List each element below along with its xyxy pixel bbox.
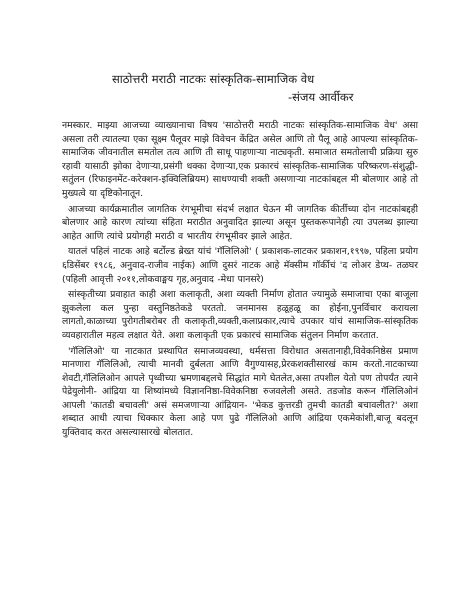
paragraph-4: सांस्कृतीच्या प्रवाहात काही अशा कलाकृती, अशा व्यक्ती निर्माण होतात ज्यामुळे समाजाचा एका बाजूला झुकलेला कल पुन्हा वस्तुनिष्ठतेकडे परततो. जनमानस हळूहळू का होईना,पुनर्विचार करायला लागतो,काळाच्या पुरोगतीबरोबर ती कलाकृती,व्यक्ती,कलाप्रकार,त्याचे उपकार यांचं सामाजिक-सांस्कृतिक व्यवहारातील महत्व लक्षात येते. अशा कलाकृती एक प्रकारचं सामाजिक संतुलन निर्माण करतात.	[62, 289, 418, 341]
paragraph-1: नमस्कार. माझ्या आजच्या व्याख्यानाचा विषय 'साठोत्तरी मराठी नाटकः सांस्कृतिक-सामाजिक वेध' असा असला तरी त्यातल्या एका सूक्ष्म पैलूवर माझे विवेचन केंद्रित असेल आणि तो पैलू आहे आपल्या सांस्कृतिक-सामाजिक जीवनातील समतोल तत्व आणि ती साधू पाहणाऱ्या नाट्यकृती. समाजात समतोलाची प्रक्रिया सुरु रहावी यासाठी झोका देणाऱ्या,प्रसंगी धक्का देणाऱ्या,एक प्रकारचं सांस्कृतिक-सामाजिक परिष्करण-संशुद्धी-सतुंलन (रिफाइनमेंट-करेक्शन-इक्विलिब्रियम) साधण्याची शक्ती असणाऱ्या नाटकांबद्दल मी बोलणार आहे तो मुख्यत्वे या दृष्टिकोनातून.	[62, 120, 418, 199]
document-body	[62, 119, 418, 442]
paragraph-3: यातलं पहिलं नाटक आहे बर्टोल्ड ब्रेख्त यांचं 'गॅलिलिओ' ( प्रकाशक-लाटकर प्रकाशन,१९९७, पहिला प्रयोग ६डिसेंबर १९८६, अनुवाद-राजीव नाईक) आणि दुसरं नाटक आहे मॅक्सीम गॉर्कीचं 'द लोअर डेप्थ- तळघर (पहिली आवृत्ती २०११,लोकवाङ्मय गृह,अनुवाद -मेधा पानसरे)	[62, 246, 418, 285]
paragraph-5: 'गॅलिलिओ' या नाटकात प्रस्थापित समाजव्यवस्था, धर्मसत्ता विरोधात असतानाही,विवेकनिष्ठेस प्रमाण मानणारा गॅलिलिओ, त्याची मानवी दुर्बलता आणि वैगुण्यासह,प्रेरकशक्तीसारखं काम करतो.नाटकाच्या शेवटी,गॅलिलिओन आपले पृथ्वीच्या भ्रमणाबद्दलचे सिद्धांत मागे घेतलेत,असा तपशील येतो पण तोपर्यंत त्याने पेद्रेयुलोनी- आंद्रिया या शिष्यांमध्ये विज्ञाननिष्ठा-विवेकनिष्ठा रुजवलेली असते. तडजोड करून गॅलिलिओनं आपली 'कातडी बचावली' असं समजणाऱ्या आंद्रियान- 'भेकड कुत्तरडी तुमची कातडी बचावलीत?' अशा शब्दात आधी त्याचा धिक्कार केला आहे पण पुढे गॅलिलिओ आणि आंद्रिया एकमेकांशी,बाजू बदलून युक्तिवाद करत असल्यासारखे बोलतात.	[62, 345, 418, 439]
document-author: -संजय आर्वीकर	[288, 90, 354, 104]
paragraph-2: आजच्या कार्यक्रमातील जागतिक रंगभूमीचा संदर्भ लक्षात घेऊन मी जागतिक कीर्तीच्या दोन नाटकांबद्दही बोलणार आहे कारण त्यांच्या संहिता मराठीत अनुवादित झाल्या असून पुस्तकरूपानेही त्या उपलब्ध झाल्या आहेत आणि त्यांचे प्रयोगही मराठी व भारतीय रंगभूमीवर झाले आहेत.	[62, 203, 418, 242]
document-title: साठोत्तरी मराठी नाटकः सांस्कृतिक-सामाजिक वेध	[112, 72, 315, 86]
